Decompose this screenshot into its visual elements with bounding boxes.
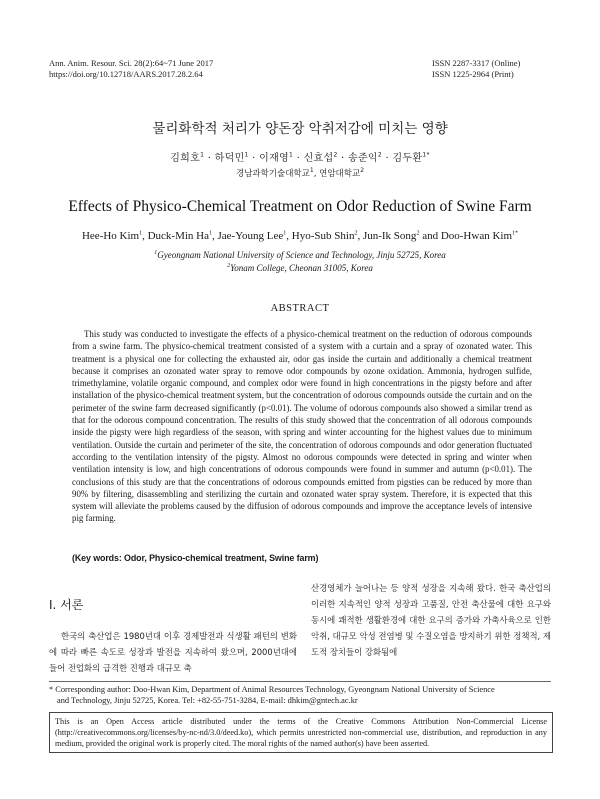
korean-author-sup: 1* (422, 151, 430, 159)
korean-author-name: 신효섭 (303, 153, 334, 164)
footnote-line-2: and Technology, Jinju 52725, Korea. Tel: +82-55-751-3284, E-mail: dhkim@gntech.ac.kr (57, 696, 358, 705)
korean-author-sup: 2 (377, 151, 383, 159)
korean-affiliation-1-sup: 1 (309, 167, 314, 175)
korean-author-sup: 1 (200, 151, 205, 159)
english-affiliation-2 (0, 263, 600, 273)
author-separator: and (419, 230, 441, 242)
korean-author-name: 김희호 (170, 153, 201, 164)
korean-affiliations (0, 167, 600, 179)
author-separator: , (286, 230, 292, 242)
english-author-name: Jae-Young Lee (217, 230, 284, 242)
english-author-name: Hee-Ho Kim (81, 230, 140, 242)
issn-print: ISSN 1225-2964 (Print) (432, 69, 514, 79)
author-separator: · (293, 153, 304, 164)
korean-author-name: 송준익 (348, 153, 378, 164)
english-author-sup: 1 (283, 230, 287, 237)
english-author-name: Jun-Ik Song (362, 230, 417, 242)
english-author-sup: 1 (209, 230, 212, 237)
korean-author-name: 이재영 (259, 153, 289, 164)
intro-right-column: 산경영체가 늘어나는 등 양적 성장을 지속해 왔다. 한국 축산업의 이러한 지속적인 양적 성장과 고품질, 안전 축산물에 대한 요구와 동시에 쾌적한 생활환경에 대한 요구의 증가와 가축사육으로 인한 악취, 대규모 악성 전염병 및 수질오염을 방지하기 위한 정책적, 제도적 장치들이 강화됨에 (311, 583, 551, 657)
korean-authors (0, 149, 600, 164)
footnote-divider (49, 681, 551, 682)
author-separator: , (142, 230, 148, 242)
korean-author-sup: 1 (289, 151, 294, 159)
author-separator: · (248, 153, 260, 164)
corresponding-author-footnote (49, 684, 551, 706)
english-author-name: Doo-Hwan Kim (440, 230, 513, 242)
english-author-sup: 2 (416, 230, 420, 237)
intro-left-column: 한국의 축산업은 1980년대 이후 경제발전과 식생활 패턴의 변화에 따라 빠른 속도로 성장과 발전을 지속하여 왔으며, 2000년대에 들어 전업화의 급격한 진행과 대규모 축 (49, 631, 297, 673)
english-author-name: Hyo-Sub Shin (291, 230, 355, 242)
abstract-heading: ABSTRACT (270, 303, 330, 314)
english-author-sup: 2 (354, 230, 358, 237)
english-affiliation-2-sup: 2 (227, 263, 231, 269)
issn-online: ISSN 2287-3317 (Online) (432, 58, 521, 68)
author-separator: , (212, 230, 218, 242)
english-author-name: Duck-Min Ha (147, 230, 209, 242)
author-separator: , (357, 230, 363, 242)
english-affiliation-1-sup: 1 (154, 250, 158, 256)
korean-affiliation-1: 경남과학기술대학교 (235, 169, 310, 179)
english-author-sup: 1* (512, 230, 519, 237)
license-box: This is an Open Access article distributed under the terms of the Creative Commons Attribution Non-Commercial License (http://creativecommons.org/licenses/by-nc-nd/3.0/deed.ko), which permits unrestricted non-commercial use, distribution, and reproduction in any medium, provided the original work is properly cited. The moral rights of the named author(s) have been asserted. (49, 712, 553, 753)
issn-block (432, 58, 520, 80)
section-heading: Ⅰ. 서론 (49, 598, 84, 612)
doi-link[interactable]: https://doi.org/10.12718/AARS.2017.28.2.64 (49, 69, 203, 79)
korean-author-sup: 2 (333, 151, 338, 159)
keywords: (Key words: Odor, Physico-chemical treatment, Swine farm) (72, 553, 319, 563)
english-affiliation-1-text: Gyeongnam National University of Science and Technology, Jinju 52725, Korea (157, 250, 446, 260)
english-authors (0, 230, 600, 242)
korean-title: 물리화학적 처리가 양돈장 악취저감에 미치는 영향 (152, 121, 448, 137)
korean-author-name: 하덕민 (214, 153, 245, 164)
korean-affiliation-sep: , (313, 169, 320, 179)
korean-affiliation-2: 연암대학교 (319, 169, 361, 179)
english-title: Effects of Physico-Chemical Treatment on Odor Reduction of Swine Farm (68, 198, 532, 215)
korean-author-sup: 1 (244, 151, 249, 159)
english-affiliation-2-text: Yonam College, Cheonan 31005, Korea (230, 263, 373, 273)
author-separator: · (204, 153, 215, 164)
abstract-body: This study was conducted to investigate the effects of a physico-chemical treatment on the reduction of odorous compounds from a swine farm. The physico-chemical treatment consisted of a system with a curtain and a spray of ozonated water. This treatment is a physical one for collecting the exhausted air, odor gas inside the curtain and additionally a chemical treatment because it comprises an ozonated water spray to remove odor compounds by ozone oxidation. Ammonia, hydrogen sulfide, trimethylamine, volatile organic compound, and complex odor were found in high concentrations in the pigsty before and after installation of the physico-chemical treatment system, but the concentration of odorous compounds outside the curtain and on the perimeter of the swine farm decreased significantly (p<0.01). The volume of odorous compounds also showed a similar trend as that for the odorous compound concentration. The results of this study showed that the concentration of all odorous compounds inside the pigsty were high regardless of the season, with spring and winter accounting for the highest values due to minimum ventilation. Outside the curtain and perimeter of the site, the concentration of odorous compounds and odor generation fluctuated according to the ventilation intensity of the pigsty. Almost no odorous compounds were detected in spring and winter when ventilation intensity is low, and high concentrations of odorous compounds were found in summer and autumn (p<0.01). The conclusions of this study are that the concentrations of odorous compounds emitted from pigsties can be reduced by more than 90% by filtering, disassembling and sterilizing the curtain and ozonated water spray system. Therefore, it is expected that this system will alleviate the problems caused by the diffusion of odorous compounds and improve the acceptance levels of intensive pig farming. (72, 329, 532, 524)
journal-header (49, 58, 213, 80)
author-separator: · (337, 153, 349, 164)
footnote-line-1: * Corresponding author: Doo-Hwan Kim, Department of Animal Resources Technology, Gyeongnam National University of Science (49, 685, 495, 694)
english-affiliation-1 (0, 250, 600, 260)
korean-affiliation-2-sup: 2 (360, 167, 365, 175)
english-author-sup: 1 (139, 230, 143, 237)
korean-author-name: 김두환 (392, 153, 423, 164)
author-separator: · (382, 153, 393, 164)
journal-citation: Ann. Anim. Resour. Sci. 28(2):64~71 June 2017 (49, 58, 214, 68)
